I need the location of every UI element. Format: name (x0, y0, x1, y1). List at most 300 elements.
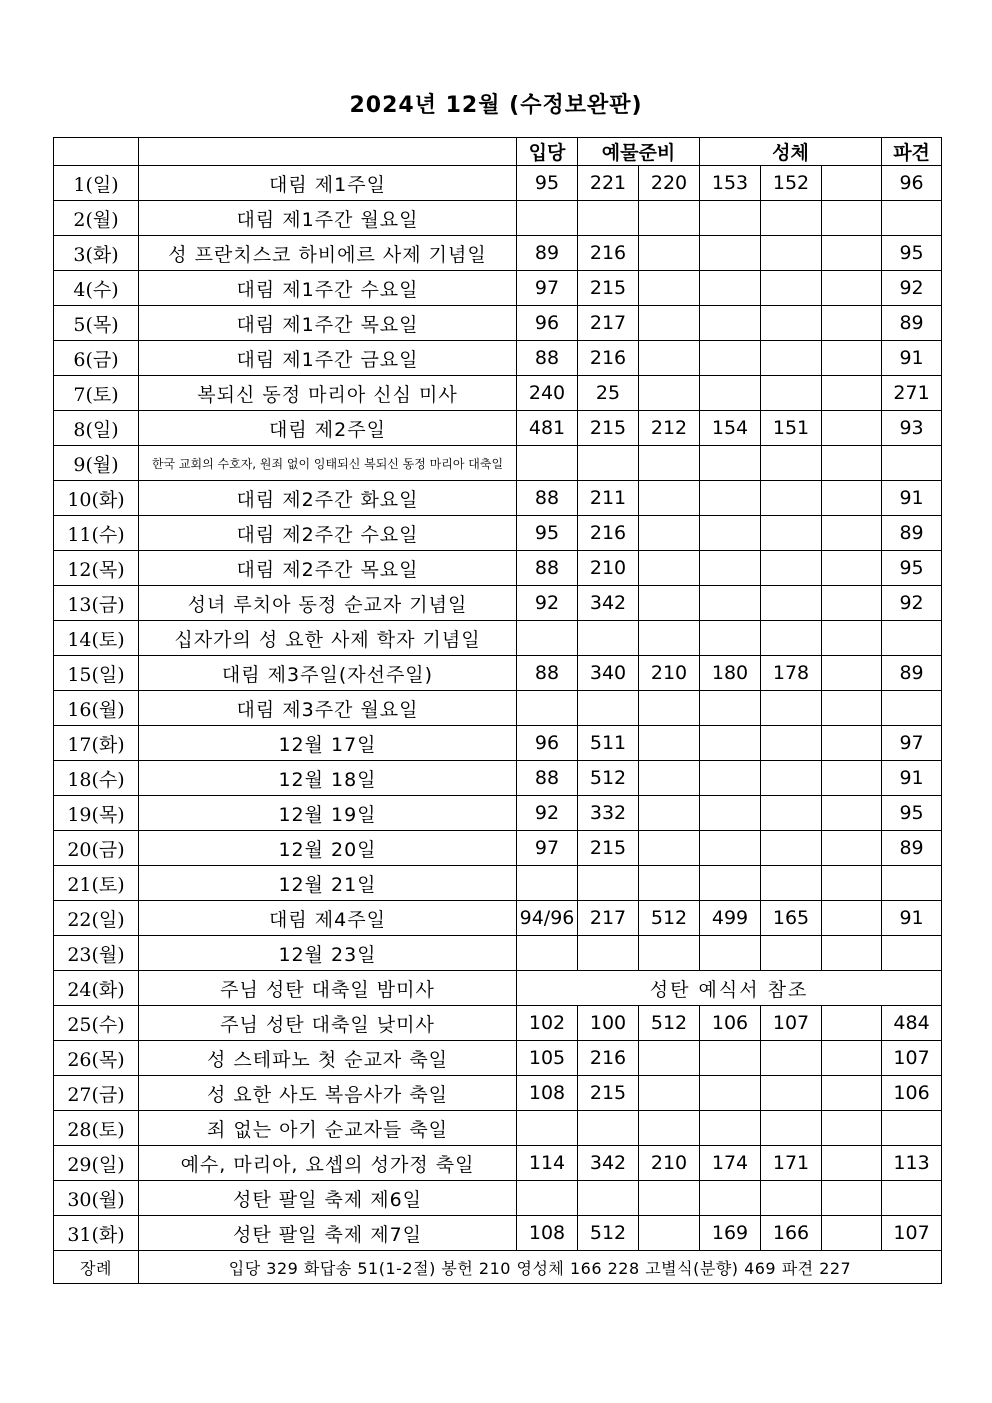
hymn-number-cell (761, 516, 822, 551)
hymn-number-cell (517, 1111, 578, 1146)
row-date: 20(금) (54, 831, 139, 866)
row-feast-name: 12월 18일 (139, 761, 517, 796)
header-date (54, 138, 139, 166)
hymn-number-cell: 151 (761, 411, 822, 446)
row-feast-name: 복되신 동정 마리아 신심 미사 (139, 376, 517, 411)
hymn-number-cell (761, 446, 822, 481)
hymn-number-cell (639, 271, 700, 306)
hymn-number-cell (700, 726, 761, 761)
row-feast-name: 성탄 팔일 축제 제7일 (139, 1216, 517, 1251)
hymn-number-cell: 107 (882, 1041, 942, 1076)
hymn-number-cell (882, 866, 942, 901)
hymn-number-cell: 100 (578, 1006, 639, 1041)
hymn-number-cell (882, 1111, 942, 1146)
table-row (54, 761, 942, 796)
row-feast-name: 한국 교회의 수호자, 원죄 없이 잉태되신 복되신 동정 마리아 대축일 (139, 446, 517, 481)
hymn-number-cell (822, 866, 882, 901)
hymn-number-cell (822, 446, 882, 481)
row-feast-name: 주님 성탄 대축일 낮미사 (139, 1006, 517, 1041)
row-date: 31(화) (54, 1216, 139, 1251)
hymn-number-cell (761, 271, 822, 306)
table-row (54, 1146, 942, 1181)
hymn-number-cell (761, 201, 822, 236)
hymn-number-cell (822, 1111, 882, 1146)
row-date: 23(월) (54, 936, 139, 971)
hymn-number-cell: 91 (882, 901, 942, 936)
row-feast-name: 성 요한 사도 복음사가 축일 (139, 1076, 517, 1111)
hymn-number-cell (700, 761, 761, 796)
hymn-number-cell (822, 691, 882, 726)
row-feast-name: 대림 제1주간 목요일 (139, 306, 517, 341)
hymn-number-cell: 97 (517, 271, 578, 306)
hymn-number-cell: 332 (578, 796, 639, 831)
hymn-number-cell (700, 796, 761, 831)
hymn-number-cell (822, 1181, 882, 1216)
hymn-number-cell: 216 (578, 1041, 639, 1076)
hymn-number-cell: 174 (700, 1146, 761, 1181)
hymn-number-cell (761, 761, 822, 796)
hymn-number-cell (822, 831, 882, 866)
hymn-number-cell (761, 936, 822, 971)
hymn-number-cell: 512 (578, 761, 639, 796)
hymn-number-cell: 512 (639, 901, 700, 936)
row-date: 11(수) (54, 516, 139, 551)
header-offertory: 예물준비 (578, 138, 700, 166)
hymn-number-cell (578, 936, 639, 971)
hymn-number-cell (700, 831, 761, 866)
hymn-number-cell: 88 (517, 341, 578, 376)
row-feast-name: 대림 제3주간 월요일 (139, 691, 517, 726)
row-feast-name: 대림 제2주일 (139, 411, 517, 446)
hymn-number-cell: 512 (639, 1006, 700, 1041)
hymn-number-cell: 102 (517, 1006, 578, 1041)
row-feast-name: 대림 제1주간 수요일 (139, 271, 517, 306)
hymn-number-cell (639, 516, 700, 551)
hymn-number-cell: 178 (761, 656, 822, 691)
hymn-number-cell: 484 (882, 1006, 942, 1041)
hymn-number-cell (822, 481, 882, 516)
hymn-number-cell (822, 411, 882, 446)
row-date: 4(수) (54, 271, 139, 306)
hymn-number-cell: 342 (578, 586, 639, 621)
row-date: 7(토) (54, 376, 139, 411)
hymn-number-cell (700, 866, 761, 901)
hymn-number-cell (700, 306, 761, 341)
table-row (54, 901, 942, 936)
hymn-number-cell: 271 (882, 376, 942, 411)
hymn-number-cell (517, 936, 578, 971)
hymn-number-cell (822, 236, 882, 271)
hymn-number-cell: 95 (882, 796, 942, 831)
table-row (54, 271, 942, 306)
hymn-number-cell (639, 1041, 700, 1076)
funeral-label: 장례 (54, 1251, 139, 1284)
hymn-number-cell (700, 201, 761, 236)
hymn-number-cell (700, 621, 761, 656)
hymn-number-cell (761, 306, 822, 341)
hymn-number-cell (822, 586, 882, 621)
hymn-number-cell: 221 (578, 166, 639, 201)
row-date: 13(금) (54, 586, 139, 621)
hymn-number-cell: 93 (882, 411, 942, 446)
table-row (54, 936, 942, 971)
row-date: 26(목) (54, 1041, 139, 1076)
table-row (54, 166, 942, 201)
hymn-number-cell: 154 (700, 411, 761, 446)
hymn-number-cell (761, 1076, 822, 1111)
row-date: 24(화) (54, 971, 139, 1006)
hymn-number-cell (700, 1076, 761, 1111)
hymn-number-cell: 88 (517, 481, 578, 516)
page-title: 2024년 12월 (수정보완판) (349, 93, 643, 118)
row-date: 18(수) (54, 761, 139, 796)
hymn-number-cell (822, 516, 882, 551)
row-date: 16(월) (54, 691, 139, 726)
hymn-number-cell: 210 (578, 551, 639, 586)
row-merged-note: 성탄 예식서 참조 (517, 971, 942, 1006)
hymn-number-cell (761, 481, 822, 516)
table-row (54, 1216, 942, 1251)
row-feast-name: 12월 19일 (139, 796, 517, 831)
hymn-number-cell: 210 (639, 656, 700, 691)
hymn-number-cell (639, 586, 700, 621)
row-date: 17(화) (54, 726, 139, 761)
hymn-number-cell: 88 (517, 761, 578, 796)
hymn-number-cell: 92 (882, 271, 942, 306)
row-date: 8(일) (54, 411, 139, 446)
row-date: 28(토) (54, 1111, 139, 1146)
row-date: 3(화) (54, 236, 139, 271)
hymn-number-cell (639, 1216, 700, 1251)
hymn-number-cell (822, 306, 882, 341)
hymn-number-cell: 217 (578, 306, 639, 341)
row-date: 9(월) (54, 446, 139, 481)
hymn-number-cell (822, 796, 882, 831)
hymn-number-cell: 212 (639, 411, 700, 446)
header-dismissal: 파견 (882, 138, 942, 166)
row-date: 1(일) (54, 166, 139, 201)
row-feast-name: 성녀 루치아 동정 순교자 기념일 (139, 586, 517, 621)
hymn-number-cell (822, 376, 882, 411)
hymn-number-cell (822, 656, 882, 691)
hymn-number-cell: 89 (882, 306, 942, 341)
hymn-number-cell (639, 621, 700, 656)
hymn-number-cell (517, 691, 578, 726)
hymn-number-cell: 216 (578, 236, 639, 271)
hymn-number-cell (761, 236, 822, 271)
hymn-number-cell: 96 (882, 166, 942, 201)
hymn-number-cell: 108 (517, 1216, 578, 1251)
table-row (54, 691, 942, 726)
hymn-number-cell (578, 691, 639, 726)
hymn-number-cell: 95 (882, 236, 942, 271)
hymn-number-cell (639, 236, 700, 271)
hymn-number-cell (639, 1111, 700, 1146)
table-header-row (54, 138, 942, 166)
table-row (54, 971, 942, 1006)
row-date: 21(토) (54, 866, 139, 901)
hymn-number-cell (517, 446, 578, 481)
hymn-number-cell (822, 726, 882, 761)
row-feast-name: 성 프란치스코 하비에르 사제 기념일 (139, 236, 517, 271)
row-feast-name: 대림 제4주일 (139, 901, 517, 936)
hymn-number-cell: 211 (578, 481, 639, 516)
hymn-number-cell (822, 166, 882, 201)
hymn-number-cell: 89 (882, 656, 942, 691)
table-row (54, 201, 942, 236)
hymn-number-cell: 215 (578, 271, 639, 306)
hymn-number-cell (639, 376, 700, 411)
table-row (54, 411, 942, 446)
hymn-number-cell (639, 341, 700, 376)
hymn-number-cell (517, 201, 578, 236)
hymn-number-cell (761, 551, 822, 586)
row-feast-name: 대림 제1주일 (139, 166, 517, 201)
row-date: 19(목) (54, 796, 139, 831)
hymn-number-cell (822, 551, 882, 586)
hymn-number-cell (822, 271, 882, 306)
row-date: 2(월) (54, 201, 139, 236)
row-feast-name: 대림 제3주일(자선주일) (139, 656, 517, 691)
hymn-number-cell (761, 1181, 822, 1216)
hymn-number-cell (822, 1216, 882, 1251)
hymn-number-cell: 92 (882, 586, 942, 621)
row-date: 6(금) (54, 341, 139, 376)
hymn-number-cell (822, 936, 882, 971)
hymn-number-cell: 95 (517, 516, 578, 551)
hymn-number-cell (882, 621, 942, 656)
hymn-number-cell: 216 (578, 341, 639, 376)
header-feast (139, 138, 517, 166)
hymn-number-cell (700, 236, 761, 271)
hymn-number-cell (822, 341, 882, 376)
row-feast-name: 대림 제2주간 목요일 (139, 551, 517, 586)
hymn-number-cell (639, 796, 700, 831)
hymn-number-cell (761, 796, 822, 831)
hymn-number-cell: 113 (882, 1146, 942, 1181)
hymn-number-cell (578, 621, 639, 656)
row-date: 10(화) (54, 481, 139, 516)
hymn-number-cell (639, 936, 700, 971)
hymn-number-cell: 97 (882, 726, 942, 761)
hymn-number-cell (700, 481, 761, 516)
hymn-schedule-table (53, 137, 942, 1284)
hymn-number-cell (700, 691, 761, 726)
row-feast-name: 12월 20일 (139, 831, 517, 866)
hymn-number-cell (700, 936, 761, 971)
hymn-number-cell (578, 866, 639, 901)
hymn-number-cell (639, 306, 700, 341)
table-row (54, 236, 942, 271)
hymn-number-cell (761, 691, 822, 726)
hymn-number-cell: 217 (578, 901, 639, 936)
hymn-number-cell: 342 (578, 1146, 639, 1181)
hymn-number-cell (639, 551, 700, 586)
hymn-number-cell: 220 (639, 166, 700, 201)
hymn-number-cell: 92 (517, 796, 578, 831)
hymn-number-cell (578, 1181, 639, 1216)
row-feast-name: 예수, 마리아, 요셉의 성가정 축일 (139, 1146, 517, 1181)
table-row (54, 1006, 942, 1041)
hymn-number-cell (761, 1111, 822, 1146)
hymn-number-cell: 340 (578, 656, 639, 691)
funeral-hymns: 입당 329 화답송 51(1-2절) 봉헌 210 영성체 166 228 고별식(분향) 469 파견 227 (139, 1251, 942, 1284)
table-row (54, 376, 942, 411)
row-feast-name: 대림 제1주간 월요일 (139, 201, 517, 236)
hymn-number-cell: 152 (761, 166, 822, 201)
hymn-number-cell: 94/96 (517, 901, 578, 936)
hymn-number-cell: 216 (578, 516, 639, 551)
hymn-number-cell (822, 901, 882, 936)
row-feast-name: 12월 21일 (139, 866, 517, 901)
hymn-number-cell (700, 271, 761, 306)
hymn-number-cell (578, 446, 639, 481)
hymn-number-cell: 511 (578, 726, 639, 761)
table-row (54, 1041, 942, 1076)
table-row (54, 341, 942, 376)
row-feast-name: 대림 제1주간 금요일 (139, 341, 517, 376)
hymn-number-cell (882, 1181, 942, 1216)
table-row (54, 1181, 942, 1216)
hymn-number-cell (578, 201, 639, 236)
hymn-number-cell: 25 (578, 376, 639, 411)
hymn-number-cell (639, 831, 700, 866)
hymn-number-cell: 171 (761, 1146, 822, 1181)
hymn-number-cell: 89 (517, 236, 578, 271)
hymn-number-cell: 114 (517, 1146, 578, 1181)
hymn-number-cell (761, 376, 822, 411)
hymn-number-cell: 107 (882, 1216, 942, 1251)
hymn-number-cell (822, 621, 882, 656)
row-feast-name: 대림 제2주간 화요일 (139, 481, 517, 516)
table-row (54, 516, 942, 551)
row-date: 12(목) (54, 551, 139, 586)
table-row (54, 621, 942, 656)
hymn-number-cell (700, 1181, 761, 1216)
hymn-number-cell (822, 1041, 882, 1076)
hymn-number-cell (761, 726, 822, 761)
row-feast-name: 십자가의 성 요한 사제 학자 기념일 (139, 621, 517, 656)
table-row (54, 1111, 942, 1146)
hymn-number-cell (761, 586, 822, 621)
row-date: 22(일) (54, 901, 139, 936)
hymn-number-cell: 106 (700, 1006, 761, 1041)
hymn-number-cell: 107 (761, 1006, 822, 1041)
hymn-number-cell (761, 621, 822, 656)
table-row (54, 726, 942, 761)
row-date: 15(일) (54, 656, 139, 691)
hymn-number-cell (761, 341, 822, 376)
hymn-number-cell (517, 866, 578, 901)
hymn-number-cell (639, 446, 700, 481)
hymn-number-cell (700, 516, 761, 551)
row-feast-name: 12월 23일 (139, 936, 517, 971)
table-row (54, 481, 942, 516)
hymn-number-cell (882, 201, 942, 236)
hymn-number-cell (700, 586, 761, 621)
table-row (54, 306, 942, 341)
table-row (54, 586, 942, 621)
hymn-number-cell: 512 (578, 1216, 639, 1251)
hymn-number-cell (882, 446, 942, 481)
row-date: 29(일) (54, 1146, 139, 1181)
hymn-number-cell (761, 1041, 822, 1076)
hymn-number-cell: 91 (882, 761, 942, 796)
hymn-number-cell: 210 (639, 1146, 700, 1181)
hymn-number-cell (822, 1006, 882, 1041)
table-row (54, 796, 942, 831)
hymn-number-cell: 91 (882, 341, 942, 376)
hymn-number-cell: 215 (578, 1076, 639, 1111)
hymn-number-cell (639, 761, 700, 796)
row-date: 25(수) (54, 1006, 139, 1041)
hymn-number-cell: 96 (517, 726, 578, 761)
hymn-number-cell: 240 (517, 376, 578, 411)
hymn-number-cell: 97 (517, 831, 578, 866)
table-row (54, 551, 942, 586)
hymn-number-cell (700, 341, 761, 376)
hymn-number-cell: 89 (882, 831, 942, 866)
hymn-number-cell (700, 1111, 761, 1146)
header-communion: 성체 (700, 138, 882, 166)
hymn-number-cell (639, 201, 700, 236)
hymn-number-cell: 95 (517, 166, 578, 201)
hymn-number-cell: 481 (517, 411, 578, 446)
hymn-number-cell (761, 866, 822, 901)
hymn-number-cell: 215 (578, 831, 639, 866)
row-date: 27(금) (54, 1076, 139, 1111)
row-feast-name: 12월 17일 (139, 726, 517, 761)
row-feast-name: 대림 제2주간 수요일 (139, 516, 517, 551)
hymn-number-cell: 88 (517, 656, 578, 691)
hymn-number-cell: 95 (882, 551, 942, 586)
hymn-number-cell: 88 (517, 551, 578, 586)
hymn-number-cell (882, 936, 942, 971)
hymn-number-cell: 89 (882, 516, 942, 551)
row-date: 30(월) (54, 1181, 139, 1216)
hymn-number-cell: 166 (761, 1216, 822, 1251)
hymn-number-cell (517, 621, 578, 656)
hymn-number-cell: 92 (517, 586, 578, 621)
hymn-number-cell (700, 551, 761, 586)
hymn-number-cell (639, 866, 700, 901)
hymn-number-cell (639, 481, 700, 516)
row-date: 5(목) (54, 306, 139, 341)
hymn-number-cell: 153 (700, 166, 761, 201)
hymn-number-cell: 169 (700, 1216, 761, 1251)
hymn-number-cell (822, 1146, 882, 1181)
hymn-number-cell (700, 376, 761, 411)
row-feast-name: 성 스테파노 첫 순교자 축일 (139, 1041, 517, 1076)
hymn-number-cell (700, 446, 761, 481)
hymn-number-cell (639, 691, 700, 726)
table-row (54, 656, 942, 691)
header-entrance: 입당 (517, 138, 578, 166)
hymn-number-cell (822, 201, 882, 236)
hymn-number-cell (578, 1111, 639, 1146)
hymn-number-cell (639, 1076, 700, 1111)
hymn-number-cell: 108 (517, 1076, 578, 1111)
hymn-number-cell (882, 691, 942, 726)
hymn-number-cell (639, 1181, 700, 1216)
hymn-number-cell (700, 1041, 761, 1076)
hymn-number-cell: 180 (700, 656, 761, 691)
table-row (54, 446, 942, 481)
row-feast-name: 성탄 팔일 축제 제6일 (139, 1181, 517, 1216)
hymn-number-cell (639, 726, 700, 761)
hymn-number-cell: 165 (761, 901, 822, 936)
table-row (54, 1076, 942, 1111)
